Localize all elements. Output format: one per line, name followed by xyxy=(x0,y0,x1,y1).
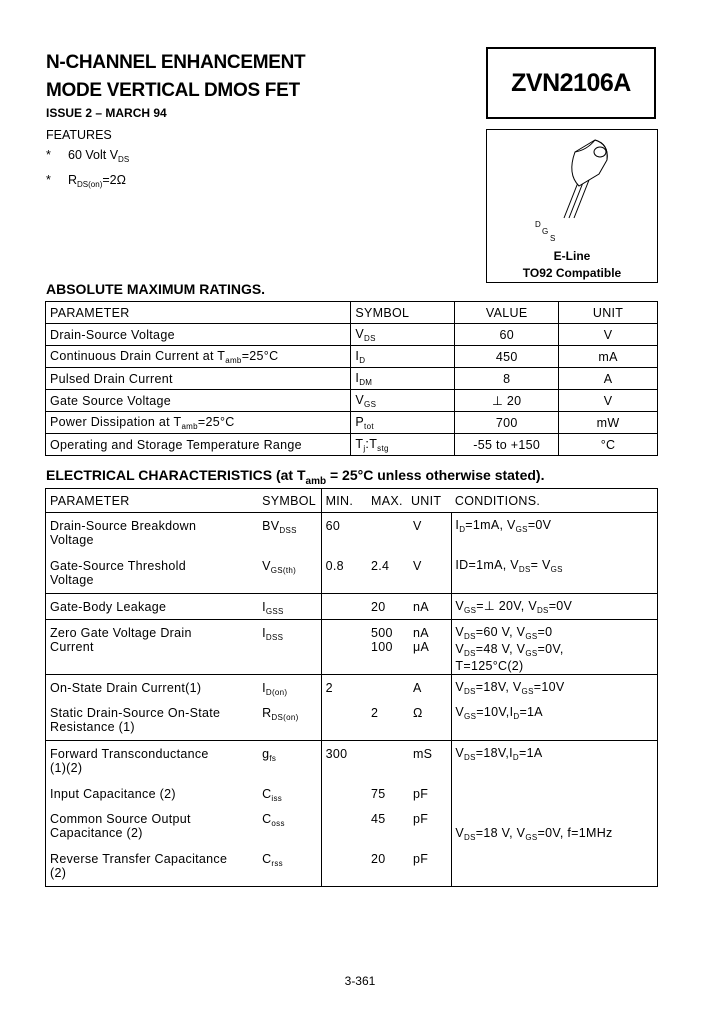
ec-max: 75 xyxy=(371,787,386,801)
ec-conditions: $V_{DS}=60$ V, $V_{GS}=0$ $V_{DS}=48$ V, $V_{GS}=0V$, T=125°C(2) xyxy=(452,620,658,675)
ec-max: 2 xyxy=(371,706,379,720)
ec-symbol: $C_{iss}$ xyxy=(259,781,321,806)
ec-symbol: $BV_{DSS}$ xyxy=(259,513,321,554)
amr-header-cell: UNIT xyxy=(559,302,658,324)
ec-header-cell: CONDITIONS. xyxy=(452,489,658,513)
ec-parameter: On-State Drain Current(1) xyxy=(46,675,260,701)
ec-min xyxy=(321,806,365,846)
part-number: ZVN2106A xyxy=(511,68,631,97)
page-number: 3-361 xyxy=(344,974,376,988)
ec-min xyxy=(321,846,365,887)
ec-symbol: $R_{DS(on)}$ xyxy=(259,700,321,741)
ec-header-cell: UNIT xyxy=(411,489,452,513)
ec-unit: nA xyxy=(411,594,452,620)
amr-header-row xyxy=(46,302,658,324)
table-row: Pulsed Drain Current $I_{DM}$ 8 A xyxy=(46,368,658,390)
ec-min: 300 xyxy=(321,741,365,782)
ec-parameter: Forward Transconductance (1)(2) xyxy=(46,741,260,782)
ec-unit: V xyxy=(411,513,452,554)
ec-parameter: Drain-Source Breakdown Voltage xyxy=(50,519,197,547)
table-row xyxy=(46,741,658,782)
pin-label-g: G xyxy=(542,227,549,236)
ec-max: 20 xyxy=(371,852,386,866)
features-section xyxy=(46,125,129,195)
ec-parameter: Common Source Output Capacitance (2) xyxy=(50,812,191,840)
pin-label-d: D xyxy=(535,220,541,229)
ec-header-row xyxy=(46,489,658,513)
table-row xyxy=(46,620,658,675)
ec-conditions: $V_{GS}=\perp$ 20V, $V_{DS}=0V$ xyxy=(452,594,658,620)
ec-symbol: $g_{fs}$ xyxy=(259,741,321,782)
ec-unit: pF xyxy=(411,806,452,846)
table-row: Power Dissipation at $T_{amb}=25^\circ C$ $P_{tot}$ 700 mW xyxy=(46,412,658,434)
ec-parameter: Reverse Transfer Capacitance (2) xyxy=(50,852,228,880)
ec-parameter: Gate-Body Leakage xyxy=(46,594,260,620)
table-row: Operating and Storage Temperature Range $T_j:T_{stg}$ -55 to +150 °C xyxy=(46,434,658,456)
ec-max: 2.4 xyxy=(371,559,390,573)
ec-header-cell: SYMBOL xyxy=(259,489,321,513)
table-row: Gate Source Voltage $V_{GS}$ ⊥ 20 V xyxy=(46,390,658,412)
amr-header-cell: PARAMETER xyxy=(46,302,351,324)
ec-header-cell: MAX. xyxy=(365,489,411,513)
table-row: Drain-Source Voltage $V_{DS}$ 60 V xyxy=(46,324,658,346)
ec-conditions: $V_{DS}=18V$, $V_{GS}=10V$ xyxy=(452,675,658,701)
table-row xyxy=(46,513,658,554)
ec-min xyxy=(321,781,365,806)
amr-heading: ABSOLUTE MAXIMUM RATINGS. xyxy=(46,281,266,297)
ec-max xyxy=(365,675,411,701)
title-line-2: MODE VERTICAL DMOS FET xyxy=(46,80,300,101)
table-row xyxy=(46,781,658,806)
to92-package-icon xyxy=(487,130,657,250)
amr-table xyxy=(45,301,658,456)
feature-item: * $R_{DS(on)}=2\Omega$ xyxy=(46,173,126,189)
ec-unit: A xyxy=(411,675,452,701)
feature-item: * 60 Volt $V_{DS}$ xyxy=(46,148,130,164)
ec-max: 45 xyxy=(371,812,386,826)
package-name: E-Line xyxy=(553,249,591,263)
ec-parameter: Input Capacitance (2) xyxy=(50,787,176,801)
table-row xyxy=(46,594,658,620)
ec-min: 0.8 xyxy=(325,559,344,573)
ec-conditions: $V_{DS}=18$ V, $V_{GS}=0V$, f=1MHz xyxy=(455,825,613,842)
ec-symbol: $I_{D(on)}$ xyxy=(259,675,321,701)
ec-max: 20 xyxy=(365,594,411,620)
ec-symbol: $V_{GS(th)}$ xyxy=(259,553,321,594)
ec-max: 500 100 xyxy=(365,620,411,675)
ec-max xyxy=(365,741,411,782)
ec-unit: pF xyxy=(411,781,452,806)
package-compat: TO92 Compatible xyxy=(522,266,622,280)
ec-max xyxy=(365,513,411,554)
part-number-box xyxy=(486,47,656,119)
issue-line: ISSUE 2 – MARCH 94 xyxy=(46,106,167,120)
ec-conditions: $I_D=1mA$, $V_{GS}=0V$ xyxy=(455,518,552,534)
ec-conditions: $V_{DS}=18V,I_D=1A$ xyxy=(452,741,658,782)
ec-unit: Ω xyxy=(411,700,452,741)
ec-symbol: $I_{DSS}$ xyxy=(259,620,321,675)
package-box xyxy=(486,129,658,283)
ec-symbol: $C_{rss}$ xyxy=(259,846,321,887)
table-row xyxy=(46,700,658,741)
ec-unit: mS xyxy=(411,741,452,782)
ec-min xyxy=(321,594,365,620)
ec-min xyxy=(321,620,365,675)
ec-min: 2 xyxy=(321,675,365,701)
ec-parameter: Zero Gate Voltage Drain Current xyxy=(46,620,260,675)
ec-header-cell: PARAMETER xyxy=(46,489,260,513)
ec-unit: nA μA xyxy=(411,620,452,675)
document-title xyxy=(46,49,305,105)
ec-heading: ELECTRICAL CHARACTERISTICS (at $T_{amb} = 25^\circ C$ unless otherwise stated). xyxy=(46,467,545,487)
ec-table xyxy=(45,488,658,887)
ec-unit: V xyxy=(411,553,452,594)
ec-header-cell: MIN. xyxy=(321,489,365,513)
ec-symbol: $I_{GSS}$ xyxy=(259,594,321,620)
features-heading: FEATURES xyxy=(46,128,112,142)
ec-conditions: $V_{GS}=10V,I_D=1A$ xyxy=(455,705,543,721)
table-row xyxy=(46,675,658,701)
ec-parameter: Gate-Source Threshold Voltage xyxy=(50,559,186,587)
ec-symbol: $C_{oss}$ xyxy=(259,806,321,846)
ec-min xyxy=(321,700,365,741)
table-row: Continuous Drain Current at $T_{amb}=25^\circ C$ $I_D$ 450 mA xyxy=(46,346,658,368)
amr-header-cell: VALUE xyxy=(455,302,559,324)
ec-min: 60 xyxy=(325,519,341,533)
amr-header-cell: SYMBOL xyxy=(351,302,455,324)
title-line-1: N-CHANNEL ENHANCEMENT xyxy=(46,52,306,73)
ec-unit: pF xyxy=(411,846,452,887)
table-row xyxy=(46,553,658,594)
ec-parameter: Static Drain-Source On-State Resistance (1) xyxy=(50,706,221,734)
ec-conditions: ID=1mA, $V_{DS}= V_{GS}$ xyxy=(455,558,563,574)
pin-label-s: S xyxy=(550,234,556,243)
